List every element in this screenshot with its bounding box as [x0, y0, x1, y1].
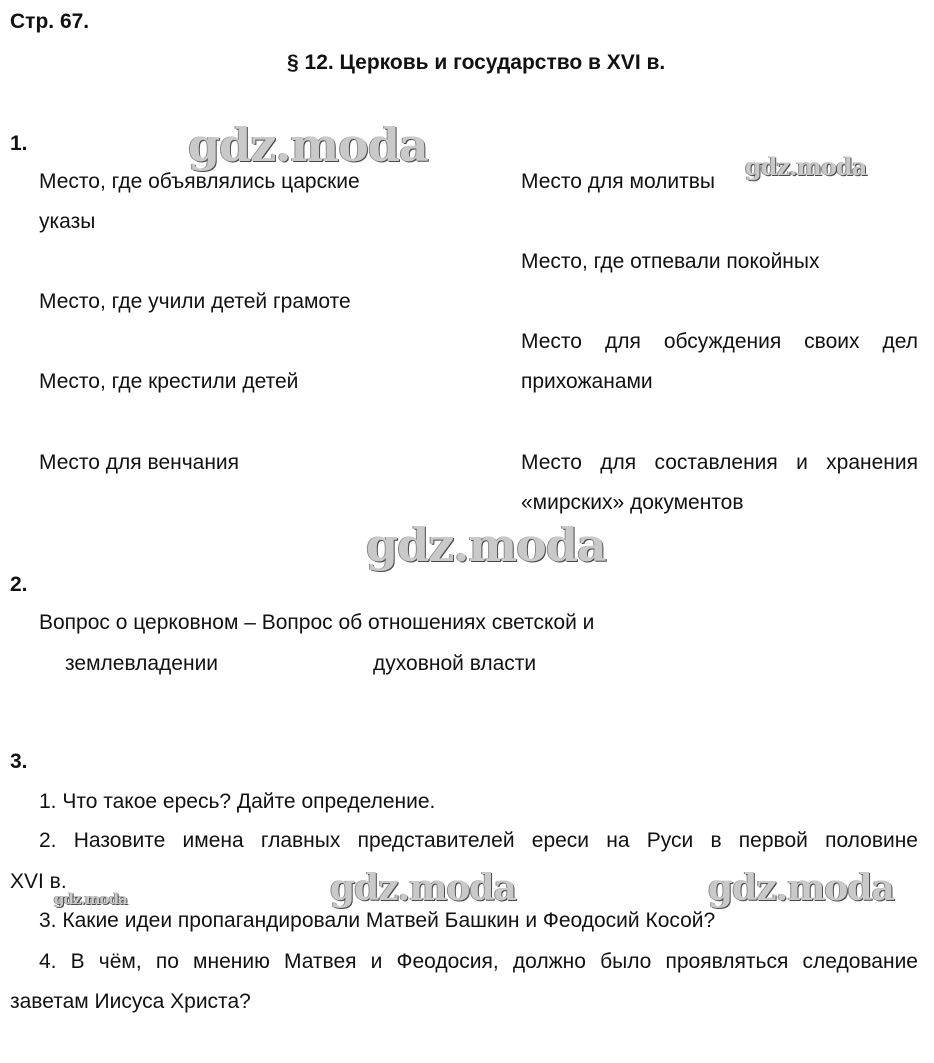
- watermark-6: gdz.moda: [708, 867, 894, 909]
- watermark-3: gdz.moda: [366, 518, 606, 572]
- task-3-number: 3.: [10, 750, 28, 773]
- task-1-right-item-4-cont: «мирских» документов: [521, 491, 744, 514]
- task-1-left-item-4: Место для венчания: [39, 451, 240, 474]
- task-1-right-item-1: Место для молитвы: [521, 170, 716, 193]
- watermark-4: gdz.moda: [54, 890, 127, 908]
- page-reference: Стр. 67.: [10, 10, 90, 33]
- section-title: § 12. Церковь и государство в XVI в.: [287, 51, 666, 74]
- task-3-question-3: 3. Какие идеи пропагандировали Матвей Башкин и Феодосий Косой?: [39, 909, 716, 932]
- task-1-right-item-2: Место, где отпевали покойных: [521, 250, 820, 273]
- task-1-left-item-3: Место, где крестили детей: [39, 370, 299, 393]
- task-2-line-1: Вопрос о церковном – Вопрос об отношениях светской и: [39, 611, 595, 634]
- task-2-number: 2.: [10, 573, 28, 596]
- task-3-question-2-cont: XVI в.: [10, 870, 67, 893]
- task-3-question-2: 2. Назовите имена главных представителей ереси на Руси в первой половине: [39, 829, 918, 852]
- task-1-left-item-1-cont: указы: [39, 210, 96, 233]
- watermark-2: gdz.moda: [745, 152, 867, 181]
- task-2-line-2-left: землевладении: [65, 652, 219, 675]
- watermark-5: gdz.moda: [330, 867, 516, 909]
- task-3-question-4-cont: заветам Иисуса Христа?: [10, 990, 251, 1013]
- task-1-right-item-3: Место для обсуждения своих дел: [521, 330, 918, 353]
- task-3-question-4: 4. В чём, по мнению Матвея и Феодосия, должно было проявляться следование: [39, 950, 918, 973]
- task-1-left-item-1: Место, где объявлялись царские: [39, 170, 360, 193]
- task-1-number: 1.: [10, 132, 28, 155]
- task-2-line-2-right: духовной власти: [373, 652, 537, 675]
- task-1-right-item-4: Место для составления и хранения: [521, 451, 918, 474]
- task-1-left-item-2: Место, где учили детей грамоте: [39, 290, 351, 313]
- watermark-1: gdz.moda: [188, 118, 428, 172]
- task-1-right-item-3-cont: прихожанами: [521, 370, 653, 393]
- task-3-question-1: 1. Что такое ересь? Дайте определение.: [39, 790, 436, 813]
